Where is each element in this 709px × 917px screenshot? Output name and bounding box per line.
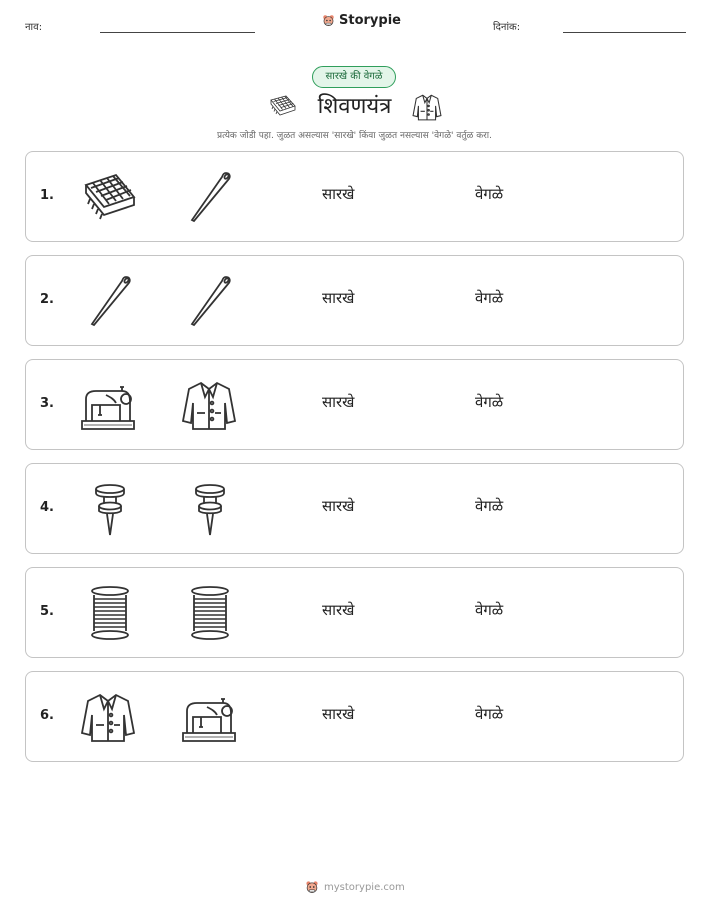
question-number: 4. [40,500,54,515]
needle-icon [182,169,238,225]
question-number: 1. [40,188,54,203]
thread-spool-icon [82,585,138,641]
question-row-5 [25,567,684,658]
brand-name: Storypie [339,13,401,28]
question-row-3 [25,359,684,450]
different-option[interactable]: वेगळे [475,289,504,307]
question-number: 3. [40,396,54,411]
different-option[interactable]: वेगळे [475,497,504,515]
sewing-machine-icon [80,377,136,433]
different-option[interactable]: वेगळे [475,393,504,411]
different-option[interactable]: वेगळे [475,601,504,619]
same-option[interactable]: सारखे [322,185,355,203]
storypie-mascot-icon [322,14,335,27]
question-number: 2. [40,292,54,307]
name-label: नाव: [25,22,43,33]
worksheet-tag: सारखे की वेगळे [312,66,396,88]
shirt-icon [181,377,237,433]
fabric-icon [82,169,138,225]
footer [305,880,405,894]
same-option[interactable]: सारखे [322,705,355,723]
date-line[interactable] [563,32,686,33]
same-option[interactable]: सारखे [322,393,355,411]
question-row-4 [25,463,684,554]
question-row-2 [25,255,684,346]
different-option[interactable]: वेगळे [475,185,504,203]
same-option[interactable]: सारखे [322,497,355,515]
question-number: 5. [40,604,54,619]
thread-spool-icon [182,585,238,641]
needle-icon [182,273,238,329]
push-pin-icon [182,481,238,537]
same-option[interactable]: सारखे [322,289,355,307]
needle-icon [82,273,138,329]
shirt-icon [412,92,442,122]
instructions: प्रत्येक जोडी पहा. जुळत असल्यास 'सारखे' किंवा जुळत नसल्यास 'वेगळे' वर्तुळ करा. [216,131,492,141]
different-option[interactable]: वेगळे [475,705,504,723]
question-row-1 [25,151,684,242]
date-label: दिनांक: [493,22,521,33]
worksheet-title: शिवणयंत्र [317,94,392,119]
storypie-logo [322,13,401,28]
question-number: 6. [40,708,54,723]
storypie-mascot-icon [305,880,319,894]
shirt-icon [80,689,136,745]
sewing-machine-icon [181,689,237,745]
same-option[interactable]: सारखे [322,601,355,619]
footer-site[interactable]: mystorypie.com [324,881,405,893]
question-row-6 [25,671,684,762]
name-line[interactable] [100,32,255,33]
push-pin-icon [82,481,138,537]
